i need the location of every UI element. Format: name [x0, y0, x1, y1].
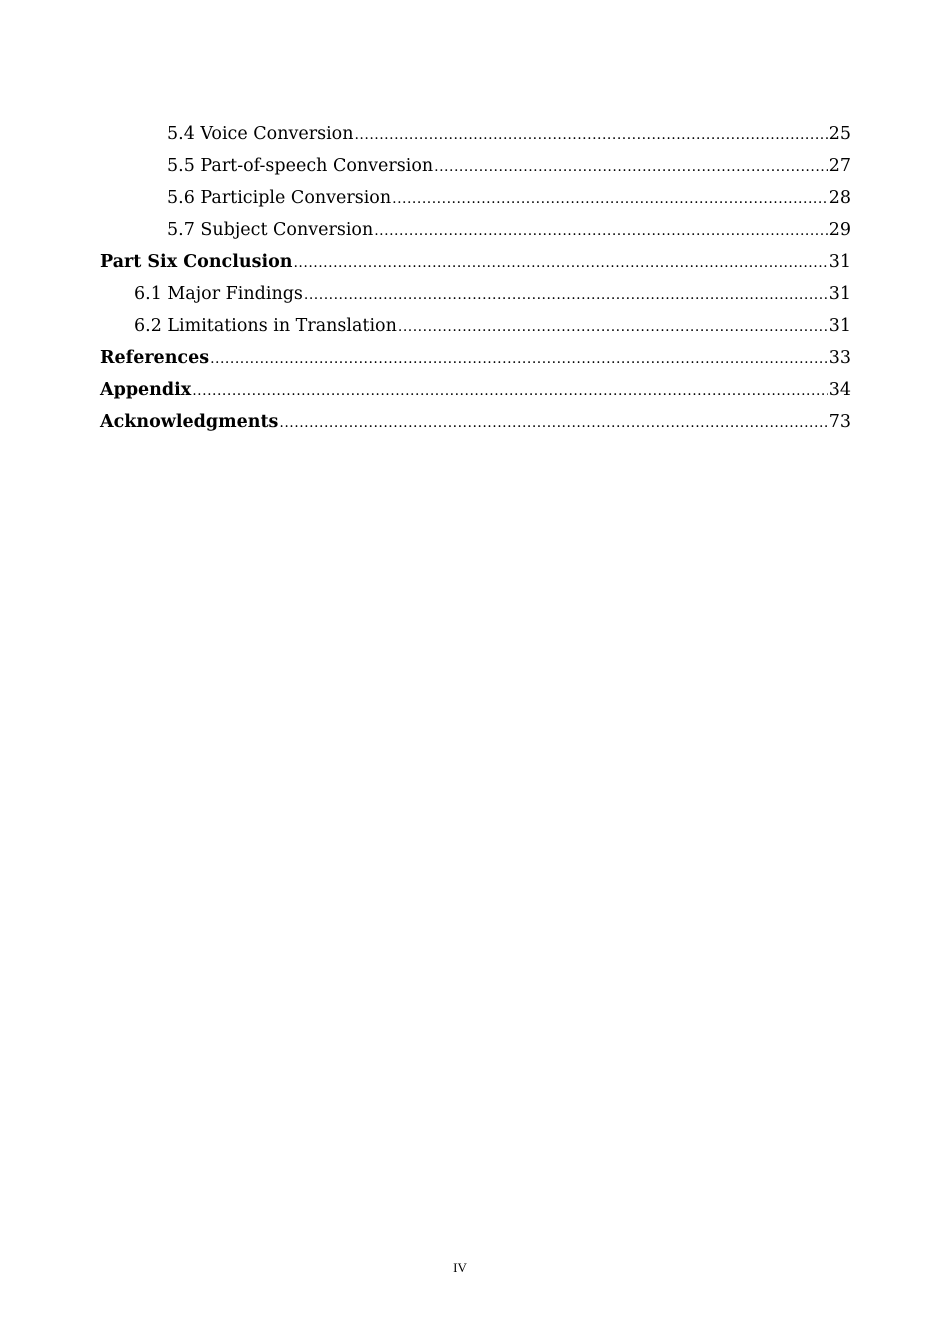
- toc-entry-title: 5.4 Voice Conversion: [167, 124, 354, 144]
- toc-entry-title: 6.2 Limitations in Translation: [134, 316, 397, 336]
- toc-entry[interactable]: [100, 342, 851, 374]
- toc-entry[interactable]: [100, 214, 851, 246]
- toc-entry[interactable]: [100, 310, 851, 342]
- toc-entry-title: 5.5 Part-of-speech Conversion: [167, 156, 434, 176]
- toc-entry[interactable]: [100, 246, 851, 278]
- toc-dot-leader: [304, 279, 828, 311]
- toc-entry-page: 31: [828, 252, 851, 272]
- toc-dot-leader: [398, 311, 828, 343]
- toc-entry-title: 5.6 Participle Conversion: [167, 188, 392, 208]
- toc-dot-leader: [210, 343, 828, 375]
- toc-entry[interactable]: [100, 150, 851, 182]
- toc-dot-leader: [374, 215, 827, 247]
- toc-entry[interactable]: [100, 278, 851, 310]
- table-of-contents: [100, 118, 851, 438]
- toc-dot-leader: [192, 375, 827, 407]
- toc-dot-leader: [279, 407, 827, 439]
- toc-entry[interactable]: [100, 374, 851, 406]
- toc-entry-page: 27: [828, 156, 851, 176]
- toc-dot-leader: [392, 183, 828, 215]
- toc-entry-page: 34: [828, 380, 851, 400]
- toc-entry-title: References: [100, 348, 210, 368]
- toc-entry-title: 5.7 Subject Conversion: [167, 220, 374, 240]
- toc-entry[interactable]: [100, 406, 851, 438]
- toc-entry-title: Acknowledgments: [100, 412, 279, 432]
- toc-entry-page: 28: [828, 188, 851, 208]
- page-number: IV: [453, 1260, 467, 1275]
- toc-entry-page: 25: [828, 124, 851, 144]
- toc-dot-leader: [434, 151, 828, 183]
- toc-dot-leader: [354, 119, 827, 151]
- toc-entry[interactable]: [100, 118, 851, 150]
- toc-entry-title: Part Six Conclusion: [100, 252, 293, 272]
- toc-entry-title: 6.1 Major Findings: [134, 284, 303, 304]
- toc-entry-page: 31: [828, 316, 851, 336]
- toc-entry-page: 73: [828, 412, 851, 432]
- toc-entry-title: Appendix: [100, 380, 192, 400]
- toc-entry-page: 33: [828, 348, 851, 368]
- toc-entry[interactable]: [100, 182, 851, 214]
- toc-entry-page: 31: [828, 284, 851, 304]
- toc-entry-page: 29: [828, 220, 851, 240]
- toc-dot-leader: [293, 247, 827, 279]
